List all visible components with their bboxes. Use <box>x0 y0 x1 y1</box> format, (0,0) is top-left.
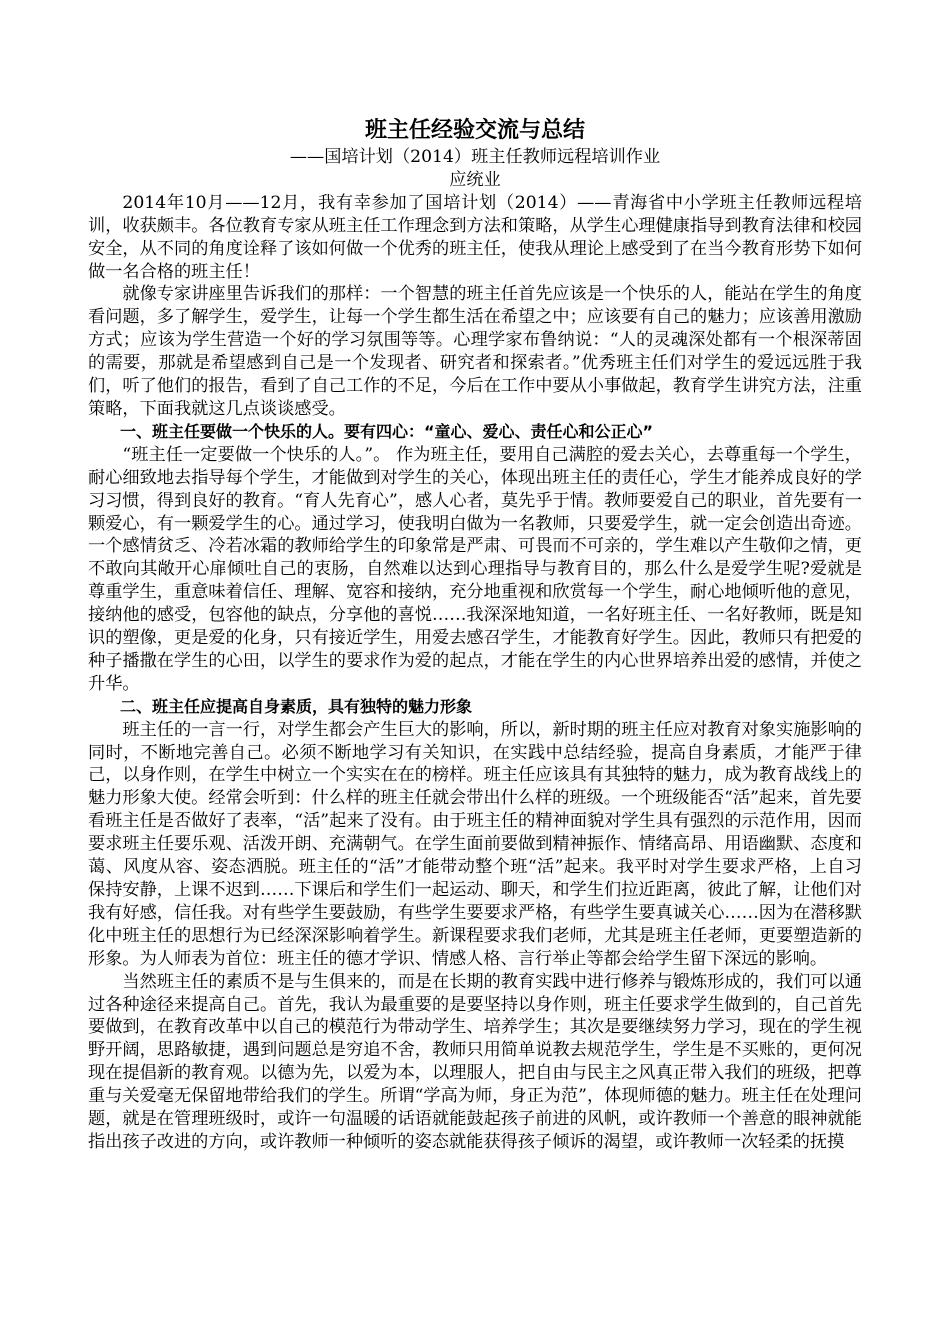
body-paragraph: 班主任的一言一行，对学生都会产生巨大的影响，所以，新时期的班主任应对教育对象实施影响的同时，不断地完善自己。必须不断地学习有关知识，在实践中总结经验，提高自身素质，才能严于律己，以身作则，在学生中树立一个实实在在的榜样。班主任应该具有其独特的魅力，成为教育战线上的魅力形象大使。经常会听到：什么样的班主任就会带出什么样的班级。一个班级能否“活”起来，首先要看班主任是否做好了表率，“活”起来了没有。由于班主任的精神面貌对学生具有强烈的示范作用，因而要求班主任要乐观、活泼开朗、充满朝气。在学生面前要做到精神振作、情绪高昂、用语幽默、态度和蔼、风度从容、姿态洒脱。班主任的“活”才能带动整个班“活”起来。我平时对学生要求严格，上自习保持安静，上课不迟到……下课后和学生们一起运动、聊天，和学生们拉近距离，彼此了解，让他们对我有好感，信任我。对有些学生要鼓励，有些学生要要求严格，有些学生要真诚关心……因为在潜移默化中班主任的思想行为已经深深影响着学生。新课程要求我们老师，尤其是班主任老师，更要塑造新的形象。为人师表为首位：班主任的德才学识、情感人格、言行举止等都会给学生留下深远的影响。 <box>88 719 862 969</box>
section-heading: 二、班主任应提高自身素质，具有独特的魅力形象 <box>120 696 473 716</box>
body-paragraph: 当然班主任的素质不是与生俱来的，而是在长期的教育实践中进行修养与锻炼形成的，我们可以通过各种途径来提高自己。首先，我认为最重要的是要坚持以身作则，班主任要求学生做到的，自己首先要做到，在教育改革中以自己的模范行为带动学生、培养学生；其次是要继续努力学习，现在的学生视野开阔，思路敏捷，遇到问题总是穷追不舍，教师只用简单说教去规范学生，学生是不买账的，更何况现在提倡新的教育观。以德为先，以爱为本，以理服人，把自由与民主之风真正带入我们的班级，把尊重与关爱毫无保留地带给我们的学生。所谓“学高为师，身正为范”，体现师德的魅力。班主任在处理问题，就是在管理班级时，或许一句温暖的话语就能鼓起孩子前进的风帆，或许教师一个善意的眼神就能指出孩子改进的方向，或许教师一种倾听的姿态就能获得孩子倾诉的渴望，或许教师一次轻柔的抚摸 <box>88 971 862 1152</box>
document-author: 应统业 <box>449 169 501 190</box>
document-page <box>88 116 862 1154</box>
body-paragraph: 就像专家讲座里告诉我们的那样：一个智慧的班主任首先应该是一个快乐的人，能站在学生的角度看问题，多了解学生，爱学生，让每一个学生都生活在希望之中；应该要有自己的魅力；应该善用激励方式；应该为学生营造一个好的学习氛围等等。心理学家布鲁纳说：“人的灵魂深处都有一个根深蒂固的需要，那就是希望感到自己是一个发现者、研究者和探索者。”优秀班主任们对学生的爱远远胜于我们，听了他们的报告，看到了自己工作的不足，今后在工作中要从小事做起，教育学生讲究方法，注重策略，下面我就这几点谈谈感受。 <box>88 284 862 419</box>
document-title: 班主任经验交流与总结 <box>364 118 585 143</box>
intro-paragraph: 2014年10月——12月，我有幸参加了国培计划（2014）——青海省中小学班主任教师远程培训，收获颇丰。各位教育专家从班主任工作理念到方法和策略，从学生心理健康指导到教育法律和校园安全，从不同的角度诠释了该如何做一个优秀的班主任，使我从理论上感受到了在当今教育形势下如何做一名合格的班主任！ <box>88 192 862 282</box>
document-subtitle: ——国培计划（2014）班主任教师远程培训作业 <box>289 147 661 167</box>
body-paragraph: “班主任一定要做一个快乐的人。”。 作为班主任，要用自己满腔的爱去关心，去尊重每一个学生，耐心细致地去指导每个学生，才能做到对学生的关心，体现出班主任的责任心，学生才能养成良好的学习习惯，得到良好的教育。“育人先育心”，感人心者，莫先乎于情。教师要爱自己的职业，首先要有一颗爱心，有一颗爱学生的心。通过学习，使我明白做为一名教师，只要爱学生，就一定会创造出奇迹。一个感情贫乏、冷若冰霜的教师给学生的印象常是严肃、可畏而不可亲的，学生难以产生敬仰之情，更不敢向其敞开心扉倾吐自己的衷肠，自然难以达到心理指导与教育目的，那么什么是爱学生呢?爱就是尊重学生，重意味着信任、理解、宽容和接纳，充分地重视和欣赏每一个学生，耐心地倾听他的意见，接纳他的感受，包容他的缺点，分享他的喜悦……我深深地知道，一名好班主任、一名好教师，既是知识的塑像，更是爱的化身，只有接近学生，用爱去感召学生，才能教育好学生。因此，教师只有把爱的种子播撒在学生的心田，以学生的要求作为爱的起点，才能在学生的内心世界培养出爱的感情，并使之升华。 <box>88 444 862 694</box>
section-heading: 一、班主任要做一个快乐的人。要有四心：“童心、爱心、责任心和公正心” <box>120 421 654 441</box>
